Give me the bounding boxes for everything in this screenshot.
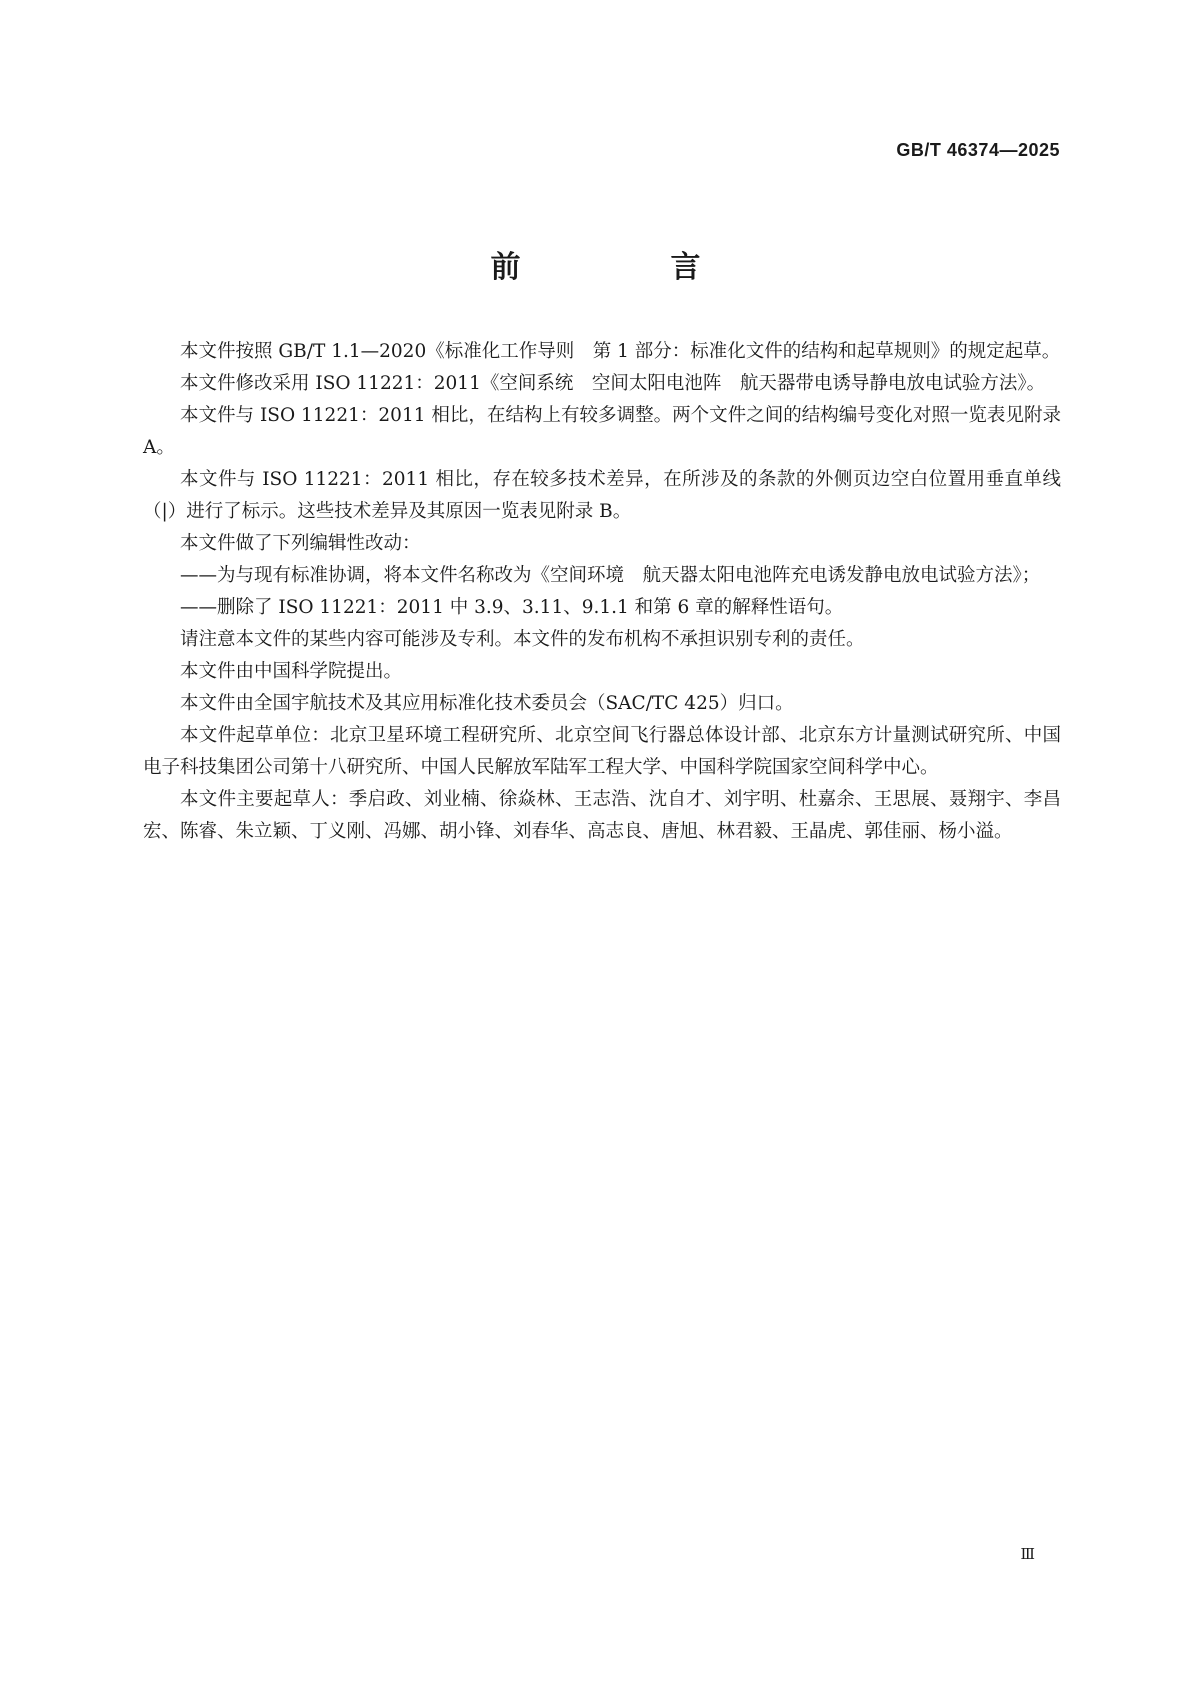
paragraph-patent-notice: 请注意本文件的某些内容可能涉及专利。本文件的发布机构不承担识别专利的责任。 [180,629,865,650]
paragraph-drafters: 本文件主要起草人：季启政、刘业楠、徐焱林、王志浩、沈自才、刘宇明、杜嘉余、王思展、聂翔宇、李昌宏、陈睿、朱立颖、丁义刚、冯娜、胡小锋、刘春华、高志良、唐旭、林君毅、王晶虎、郭佳丽、杨小溢。 [143,789,1061,842]
paragraph-adoption: 本文件修改采用 ISO 11221：2011《空间系统 空间太阳电池阵 航天器带电诱导静电放电试验方法》。 [180,373,1046,394]
foreword-body [143,336,1061,848]
paragraph-structure-changes: 本文件与 ISO 11221：2011 相比，在结构上有较多调整。两个文件之间的结构编号变化对照一览表见附录 A。 [143,405,1061,458]
standard-code: GB/T 46374—2025 [896,140,1060,160]
edit-item-deletion: ——删除了 ISO 11221：2011 中 3.9、3.11、9.1.1 和第 6 章的解释性语句。 [180,597,844,618]
paragraph-editorial-changes: 本文件做了下列编辑性改动： [180,533,421,554]
page-title: 前 言 [490,250,761,285]
edit-item-rename: ——为与现有标准协调，将本文件名称改为《空间环境 航天器太阳电池阵充电诱发静电放电试验方法》； [180,565,1041,586]
paragraph-drafting-rules: 本文件按照 GB/T 1.1—2020《标准化工作导则 第 1 部分：标准化文件的结构和起草规则》的规定起草。 [180,341,1061,362]
paragraph-drafting-units: 本文件起草单位：北京卫星环境工程研究所、北京空间飞行器总体设计部、北京东方计量测试研究所、中国电子科技集团公司第十八研究所、中国人民解放军陆军工程大学、中国科学院国家空间科学中心。 [143,725,1061,778]
paragraph-committee: 本文件由全国宇航技术及其应用标准化技术委员会（SAC/TC 425）归口。 [180,693,794,714]
paragraph-proposer: 本文件由中国科学院提出。 [180,661,403,682]
paragraph-technical-deviations: 本文件与 ISO 11221：2011 相比，存在较多技术差异，在所涉及的条款的外侧页边空白位置用垂直单线（|）进行了标示。这些技术差异及其原因一览表见附录 B。 [143,469,1061,522]
page-number: Ⅲ [1020,1545,1035,1563]
